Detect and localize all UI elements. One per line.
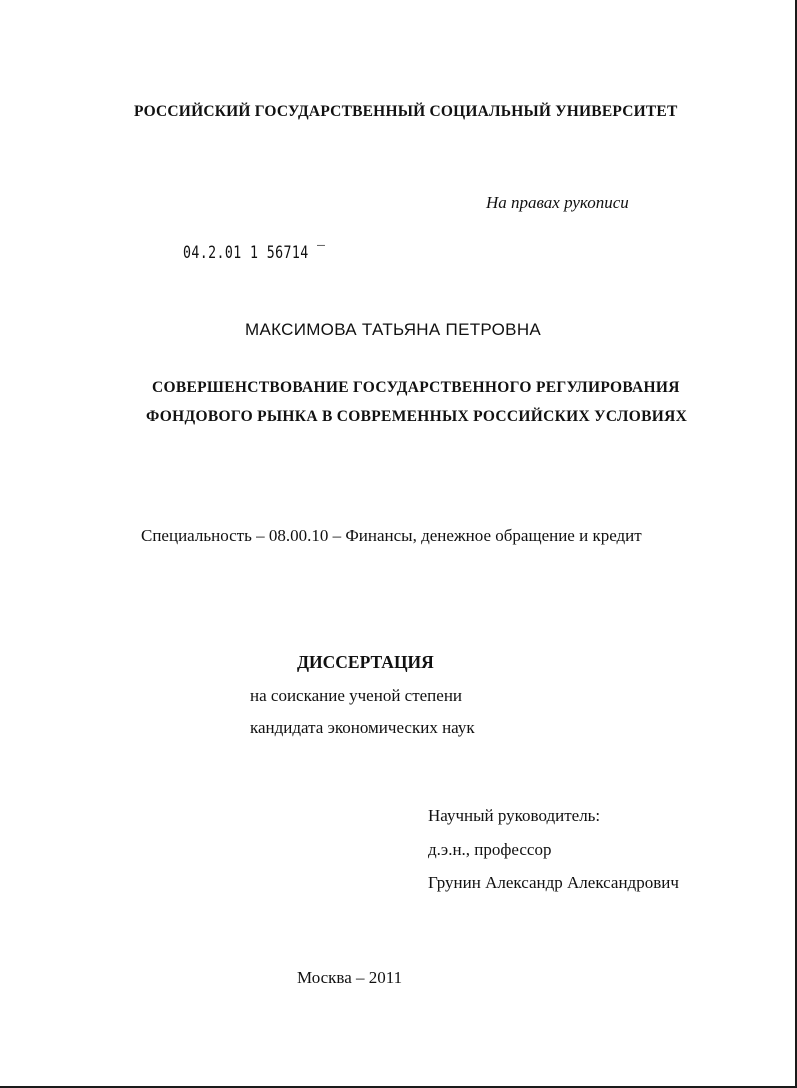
degree-purpose-line: на соискание ученой степени bbox=[250, 686, 463, 705]
advisor-name: Грунин Александр Александрович bbox=[428, 873, 679, 892]
university-name: РОССИЙСКИЙ ГОСУДАРСТВЕННЫЙ СОЦИАЛЬНЫЙ УНИВЕРСИТЕТ bbox=[134, 103, 678, 120]
city-year: Москва – 2011 bbox=[297, 968, 403, 987]
specialty-line: Специальность – 08.00.10 – Финансы, денежное обращение и кредит bbox=[141, 526, 642, 545]
registration-stamp: 04.2.01 1 56714 ‾ bbox=[183, 243, 326, 263]
document-type-heading: ДИССЕРТАЦИЯ bbox=[297, 652, 434, 672]
degree-name-line: кандидата экономических наук bbox=[250, 718, 475, 737]
thesis-title-line-2: ФОНДОВОГО РЫНКА В СОВРЕМЕННЫХ РОССИЙСКИХ УСЛОВИЯХ bbox=[146, 408, 688, 425]
author-name: МАКСИМОВА ТАТЬЯНА ПЕТРОВНА bbox=[245, 320, 542, 339]
manuscript-note: На правах рукописи bbox=[486, 193, 629, 212]
advisor-role: Научный руководитель: bbox=[428, 806, 601, 825]
advisor-rank: д.э.н., профессор bbox=[428, 840, 552, 859]
thesis-title-line-1: СОВЕРШЕНСТВОВАНИЕ ГОСУДАРСТВЕННОГО РЕГУЛИРОВАНИЯ bbox=[152, 379, 680, 396]
